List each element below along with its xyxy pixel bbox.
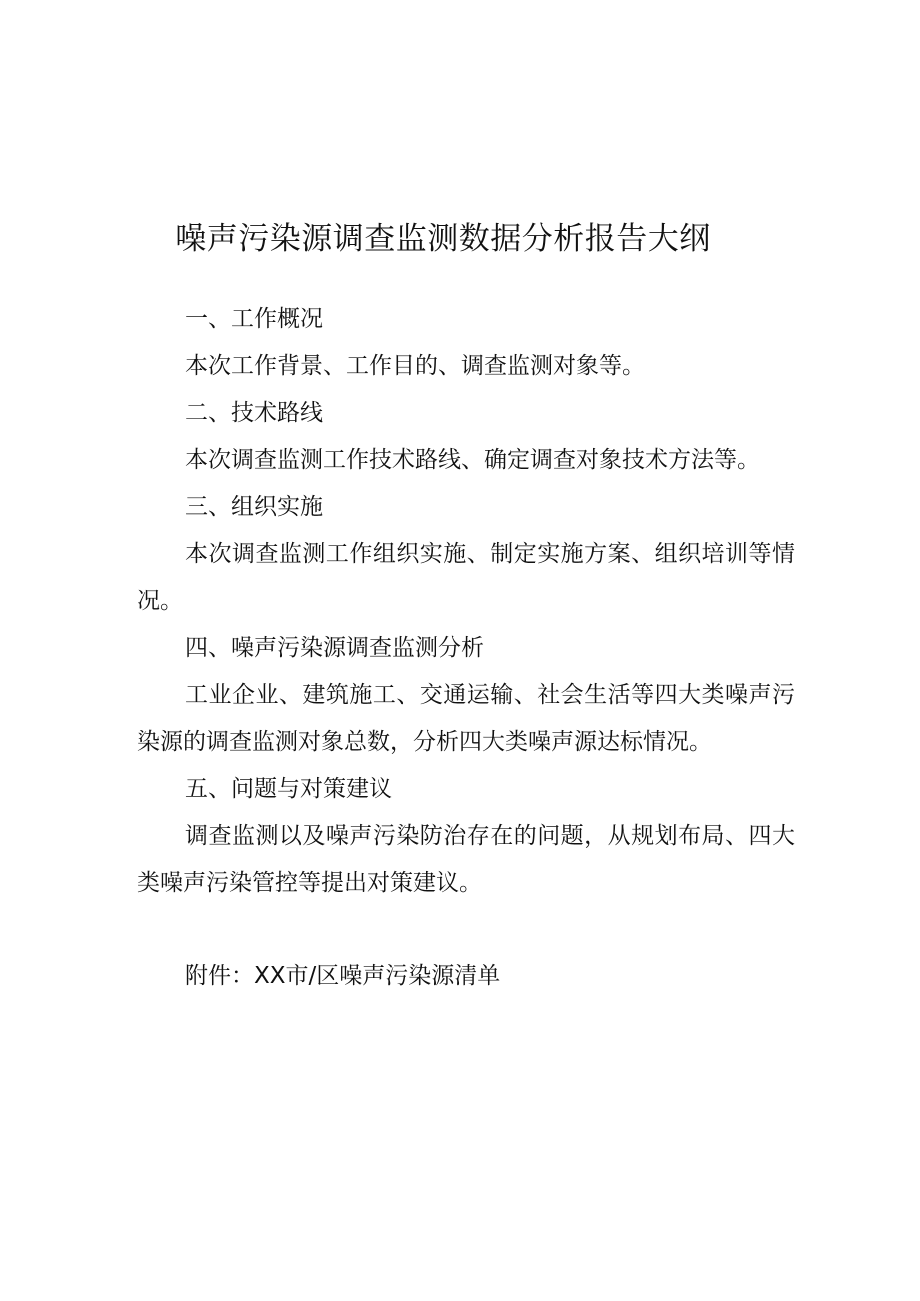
section-heading-1: 一、工作概况 bbox=[185, 306, 323, 332]
section-text-2: 本次调查监测工作技术路线、确定调查对象技术方法等。 bbox=[185, 447, 760, 473]
section-text-5: 调查监测以及噪声污染防治存在的问题，从规划布局、四大类噪声污染管控等提出对策建议。 bbox=[137, 823, 795, 896]
section-text-4: 工业企业、建筑施工、交通运输、社会生活等四大类噪声污染源的调查监测对象总数，分析四大类噪声源达标情况。 bbox=[137, 682, 795, 755]
document-body bbox=[137, 296, 795, 1000]
section-heading-2: 二、技术路线 bbox=[185, 400, 323, 426]
attachment-line: 附件：XX市/区噪声污染源清单 bbox=[185, 963, 501, 989]
section-text-3: 本次调查监测工作组织实施、制定实施方案、组织培训等情况。 bbox=[137, 541, 795, 614]
section-heading-4: 四、噪声污染源调查监测分析 bbox=[185, 635, 484, 661]
attachment-spacer bbox=[137, 907, 795, 953]
section-text-1: 本次工作背景、工作目的、调查监测对象等。 bbox=[185, 353, 645, 379]
section-heading-3: 三、组织实施 bbox=[185, 494, 323, 520]
document-title: 噪声污染源调查监测数据分析报告大纲 bbox=[175, 221, 711, 257]
section-heading-5: 五、问题与对策建议 bbox=[185, 776, 392, 802]
